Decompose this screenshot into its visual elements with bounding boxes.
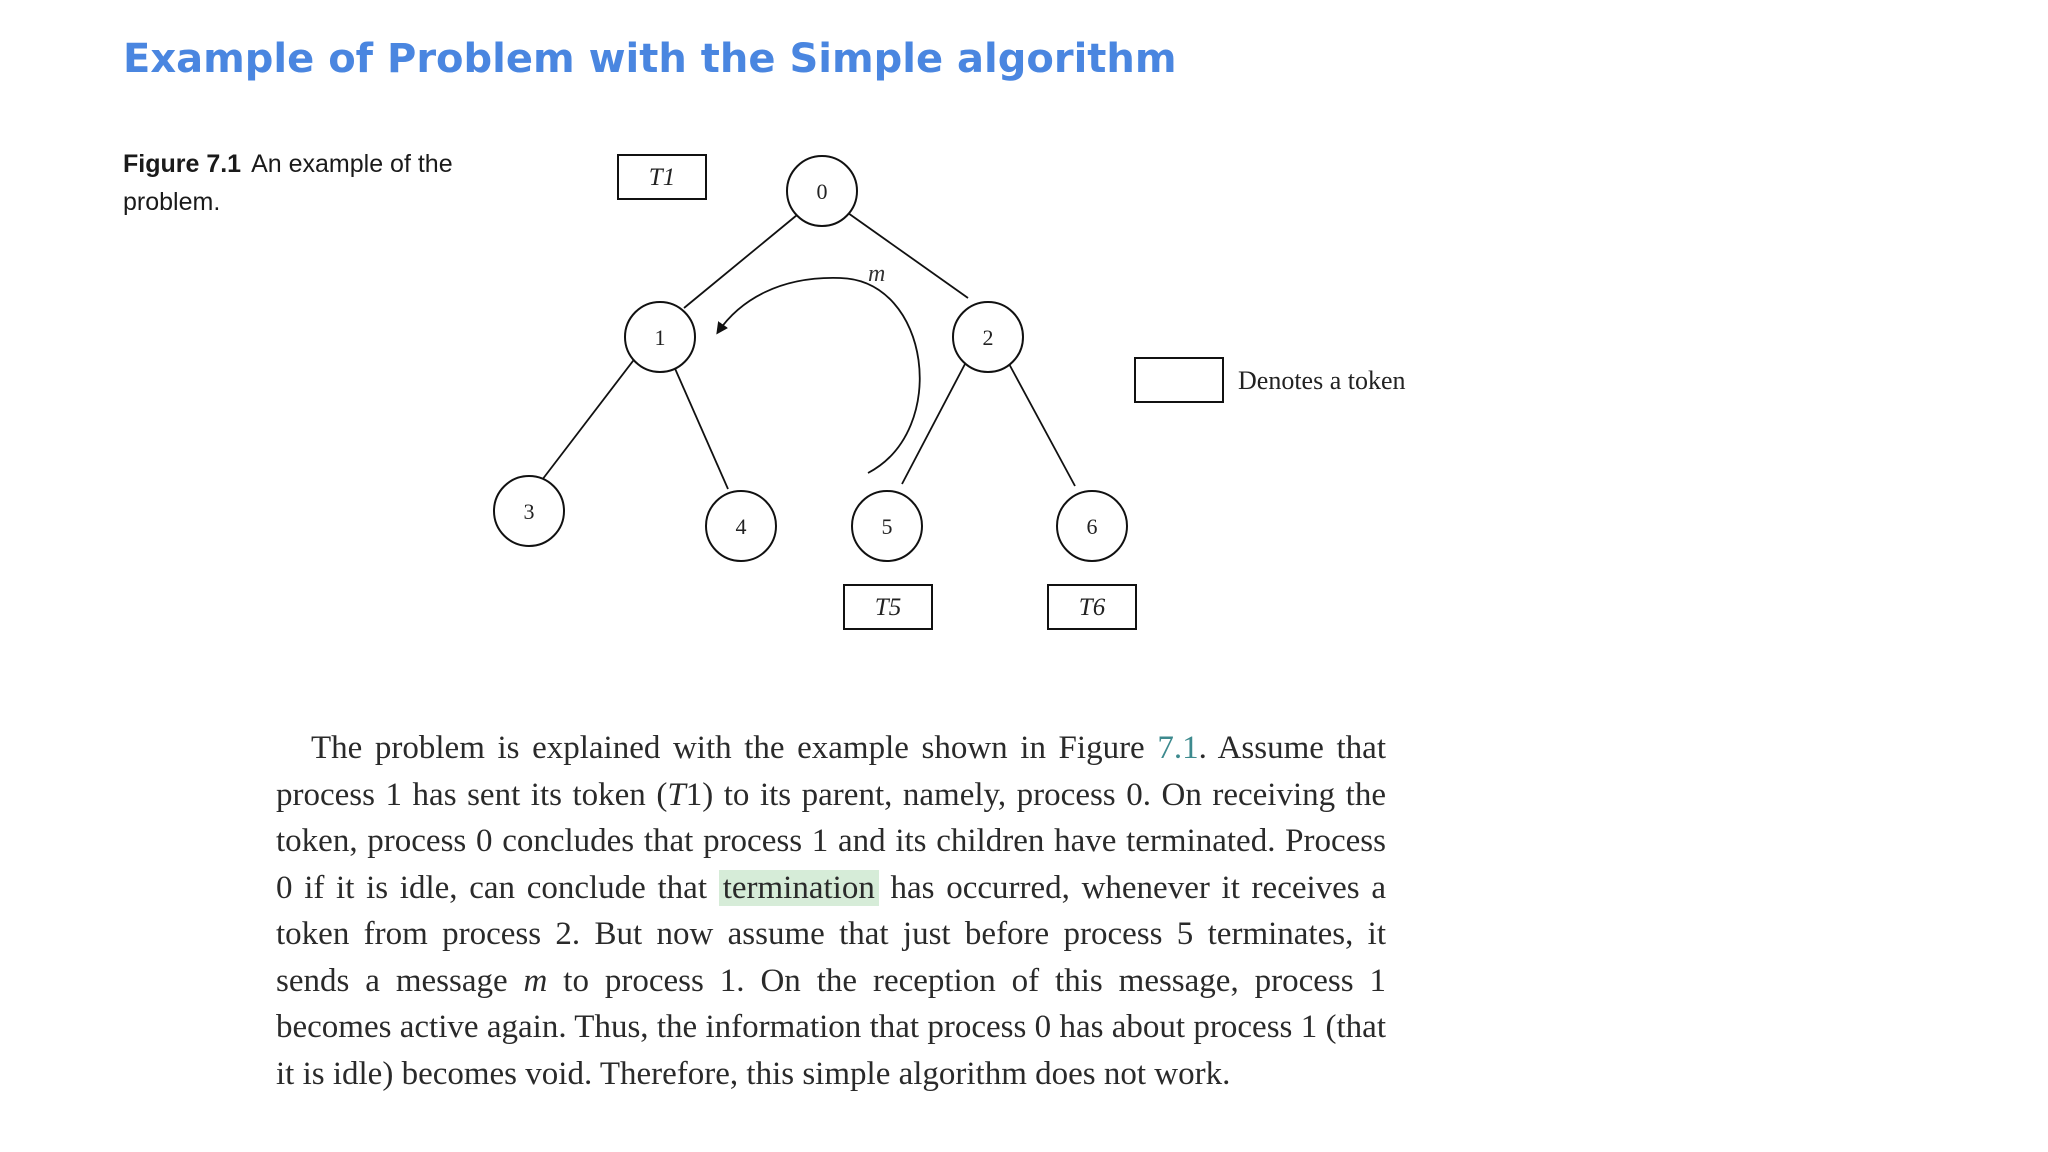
- token-t1-label: T1: [648, 164, 676, 191]
- highlighted-term: termination: [719, 870, 879, 906]
- edge-1-3: [542, 357, 636, 480]
- node-0-label: 0: [816, 179, 828, 204]
- node-2: [953, 302, 1023, 372]
- node-6-label: 6: [1086, 514, 1098, 539]
- token-t1: [618, 155, 706, 199]
- node-0: [787, 156, 857, 226]
- node-2-label: 2: [982, 325, 994, 350]
- body-seg-2: . Assume that process 1 has sent its token (: [276, 730, 1387, 813]
- figure-reference-link[interactable]: 7.1: [1157, 730, 1199, 766]
- token-t6-label: T6: [1078, 594, 1106, 621]
- figure-caption-label: Figure 7.1: [123, 150, 242, 178]
- edge-1-4: [673, 364, 728, 489]
- node-6: [1057, 491, 1127, 561]
- legend: [1135, 358, 1406, 402]
- edge-0-2: [848, 213, 968, 298]
- token-t6: [1048, 585, 1136, 629]
- legend-text: Denotes a token: [1238, 366, 1406, 395]
- body-seg-4: has occurred, whenever it receives a token from process 2. But now assume that just before process 5 terminates, it sends a message: [276, 869, 1386, 999]
- legend-token-box: [1135, 358, 1223, 402]
- message-arc: [718, 278, 920, 473]
- figure-caption-text: An example of the problem.: [123, 150, 453, 216]
- node-5: [852, 491, 922, 561]
- node-3-label: 3: [523, 499, 535, 524]
- node-5-label: 5: [881, 514, 893, 539]
- node-1-label: 1: [654, 325, 666, 350]
- edge-2-6: [1008, 362, 1075, 486]
- body-message-symbol: m: [523, 962, 548, 999]
- message-label: m: [868, 261, 886, 287]
- edge-0-1: [684, 215, 797, 308]
- body-token-symbol: T: [667, 776, 686, 813]
- token-t5-label: T5: [874, 594, 902, 621]
- body-seg-3: 1) to its parent, namely, process 0. On receiving the token, process 0 concludes that process 1 and its children have terminated. Process 0 if it is idle, can conclude that: [276, 776, 1386, 906]
- body-seg-1: The problem is explained with the example shown in Figure: [311, 730, 1158, 766]
- body-seg-5: to process 1. On the reception of this message, process 1 becomes active again. Thus, the information that process 0 has about process 1 (that it is idle) becomes void. Therefore, this simple algorithm does not work.: [276, 962, 1386, 1092]
- explanation-paragraph: [276, 725, 1386, 1097]
- node-1: [625, 302, 695, 372]
- node-4: [706, 491, 776, 561]
- token-t5: [844, 585, 932, 629]
- slide-title: Example of Problem with the Simple algorithm: [123, 36, 1177, 82]
- node-3: [494, 476, 564, 546]
- node-4-label: 4: [735, 514, 747, 539]
